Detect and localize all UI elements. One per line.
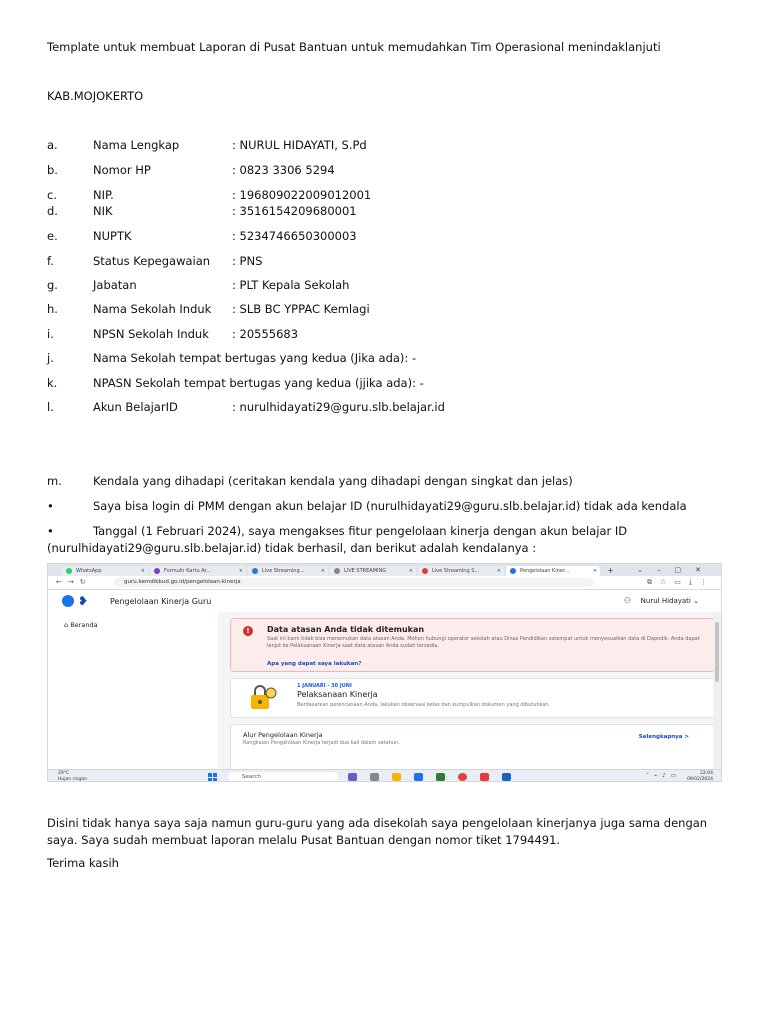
taskbar-app-icon [502,773,511,781]
header-line: Template untuk membuat Laporan di Pusat Bantuan untuk memudahkan Tim Operasional menindaklanjuti [47,40,661,54]
scrollbar [713,612,721,769]
close-icon: × [238,568,243,574]
field-label: Nomor HP [93,163,151,177]
field-value: : PNS [232,254,263,268]
lock-illustration-icon [249,685,277,711]
field-row [47,327,727,343]
field-row [47,204,727,220]
tab-label: Formulir Kartu Ar... [164,568,212,574]
app-main [218,612,722,769]
kemdikbud-icon [510,568,516,574]
tab-label: Pengelolaan Kiner... [520,568,570,574]
field-label: Akun BelajarID [93,400,178,414]
close-icon: × [496,568,501,574]
field-value: : 196809022009012001 [232,188,372,202]
error-title: Data atasan Anda tidak ditemukan [267,625,425,634]
close-icon: × [140,568,145,574]
field-letter: a. [47,138,58,152]
weather-temp: 29°C [58,771,70,776]
new-tab-icon: + [607,566,614,575]
field-row [47,400,727,416]
toolbar-icons: ⧉☆▭⤓⋮ [647,578,715,586]
field-letter: g. [47,278,58,292]
folder-icon [392,773,401,781]
field-row [47,254,727,270]
alur-title: Alur Pengelolaan Kinerja [243,731,323,739]
field-row [47,138,727,154]
scrollbar-thumb [715,622,719,682]
browser-tab [330,566,416,576]
closing-paragraph: Disini tidak hanya saya saja namun guru-guru yang ada disekolah saya pengelolaan kinerjanya juga sama dengan saya. Saya sudah membuat laporan melalu Pusat Bantuan dengan nomor tiket 1794491. [47,816,708,847]
people-icon: ⚇ [623,596,631,605]
chrome-icon [458,773,467,781]
field-value: : 20555683 [232,327,299,341]
app-sidebar [48,612,218,769]
url-field: guru.kemdikbud.go.id/pengelolaan-kinerja [114,578,594,587]
field-row [47,351,727,367]
field-letter: k. [47,376,58,390]
error-help-link: Apa yang dapat saya lakukan? [267,661,362,667]
field-value: : 3516154209680001 [232,204,357,218]
region-label: KAB.MOJOKERTO [47,89,144,103]
taskbar-app-icon [348,773,357,781]
field-row [47,278,727,294]
browser-tab [248,566,328,576]
taskbar-search [228,772,338,782]
browser-tab [418,566,504,576]
field-label: Jabatan [93,278,137,292]
field-label: Nama Sekolah tempat bertugas yang kedua (Jika ada): - [93,351,417,365]
window-controls: ⌄–▢✕ [637,566,715,574]
field-label: NIP. [93,188,114,202]
field-label: NPASN Sekolah tempat bertugas yang kedua (jjika ada): - [93,376,424,390]
tab-label: WhatsApp [76,568,102,574]
taskbar-app-icon [480,773,489,781]
field-label: Kendala yang dihadapi (ceritakan kendala yang dihadapi dengan singkat dan jelas) [93,474,573,488]
sidebar-item-beranda [64,621,98,629]
sidebar-item-label: Beranda [70,621,98,629]
field-value: : SLB BC YPPAC Kemlagi [232,302,370,316]
bullet-item [47,524,727,540]
error-body: Saat ini kami tidak bisa menemukan data atasan Anda. Mohon hubungi operator sekolah atau Dinas Pendidikan setempat untuk menyesuaikan data di Dapodik. Anda dapat lanjut ke Pelaksanaan Kinerja saat data atasan Anda sudah tersedia. [267,636,700,649]
nav-buttons: ←→↻ [56,578,92,586]
field-letter: f. [47,254,54,268]
field-letter: l. [47,400,54,414]
tab-label: Live Streaming S... [432,568,480,574]
stream-icon [252,568,258,574]
taskbar-app-icon [436,773,445,781]
bullet-text: Saya bisa login di PMM dengan akun belajar ID (nurulhidayati29@guru.slb.belajar.id) tidak ada kendala [93,499,687,513]
field-value: : nurulhidayati29@guru.slb.belajar.id [232,400,445,414]
taskbar-app-icon [370,773,379,781]
browser-tab [150,566,246,576]
field-row [47,302,727,318]
alert-icon: ! [243,626,253,636]
field-row [47,376,727,392]
clock-date: 09/02/2024 [687,776,713,782]
user-name [641,597,699,605]
pk-date: 1 JANUARI - 30 JUNI [297,683,352,689]
kemdikbud-logo-icon [62,595,74,607]
thanks: Terima kasih [47,856,119,870]
browser-tab-active [506,566,600,576]
system-tray: ˄⌁♪▭ [646,773,681,779]
kendala-row [47,474,727,490]
merdeka-logo-icon: ❥ [78,594,89,608]
field-label: NUPTK [93,229,132,243]
bullet-continuation: (nurulhidayati29@guru.slb.belajar.id) tidak berhasil, dan berikut adalah kendalanya : [47,541,537,555]
field-letter: i. [47,327,54,341]
field-letter: j. [47,351,54,365]
field-letter: e. [47,229,58,243]
alur-body: Rangkaian Pengelolaan Kinerja terjadi dua kali dalam setahun. [243,740,400,746]
chevron-down-icon: ⌄ [693,597,699,605]
close-icon: × [592,568,597,574]
field-letter: m. [47,474,62,488]
embedded-screenshot [47,563,722,782]
field-label: Nama Lengkap [93,138,180,152]
browser-tab [62,566,148,576]
field-letter: d. [47,204,58,218]
app-header [48,590,721,613]
field-letter: h. [47,302,58,316]
field-row [47,163,727,179]
field-label: Status Kepegawaian [93,254,211,268]
bullet-mark: • [47,499,54,513]
pelaksanaan-card [230,678,716,718]
search-label: Search [242,774,261,780]
youtube-icon [422,568,428,574]
tab-label: LIVE STREAMING [344,568,387,574]
forms-icon [154,568,160,574]
field-value: : NURUL HIDAYATI, S.Pd [232,138,367,152]
field-value: : 5234746650300003 [232,229,357,243]
pk-body: Berdasarkan perencanaan Anda, lakukan observasi kelas dan kumpulkan dokumen yang dibutuhkan. [297,702,551,708]
field-row [47,188,727,204]
field-label: Nama Sekolah Induk [93,302,212,316]
address-bar-row [48,576,721,590]
weather-desc: Hujan ringan [58,776,87,782]
field-label: NIK [93,204,113,218]
field-label: NPSN Sekolah Induk [93,327,209,341]
clock-time: 22:04 [700,771,713,776]
field-value: : PLT Kepala Sekolah [232,278,350,292]
bullet-text: Tanggal (1 Februari 2024), saya mengakses fitur pengelolaan kinerja dengan akun belajar ID [93,524,628,538]
field-letter: c. [47,188,57,202]
weather-widget [58,771,87,782]
tab-label: Live Streaming... [262,568,305,574]
bullet-mark: • [47,524,54,538]
alur-card [230,724,716,772]
stream-icon [334,568,340,574]
close-icon: × [320,568,325,574]
close-icon: × [408,568,413,574]
windows-taskbar [48,769,721,782]
bullet-item [47,499,727,515]
whatsapp-icon [66,568,72,574]
pk-title: Pelaksanaan Kinerja [297,690,378,699]
field-letter: b. [47,163,58,177]
field-value: : 0823 3306 5294 [232,163,335,177]
windows-start-icon [208,773,217,782]
home-icon: ⌂ [64,621,69,629]
field-row [47,229,727,245]
taskbar-app-icon [414,773,423,781]
user-name-text: Nurul Hidayati [640,597,691,605]
app-title: Pengelolaan Kinerja Guru [110,597,212,606]
error-alert [230,618,716,672]
browser-tab-strip [48,564,721,576]
alur-link: Selengkapnya > [638,734,689,740]
taskbar-clock [687,771,713,782]
